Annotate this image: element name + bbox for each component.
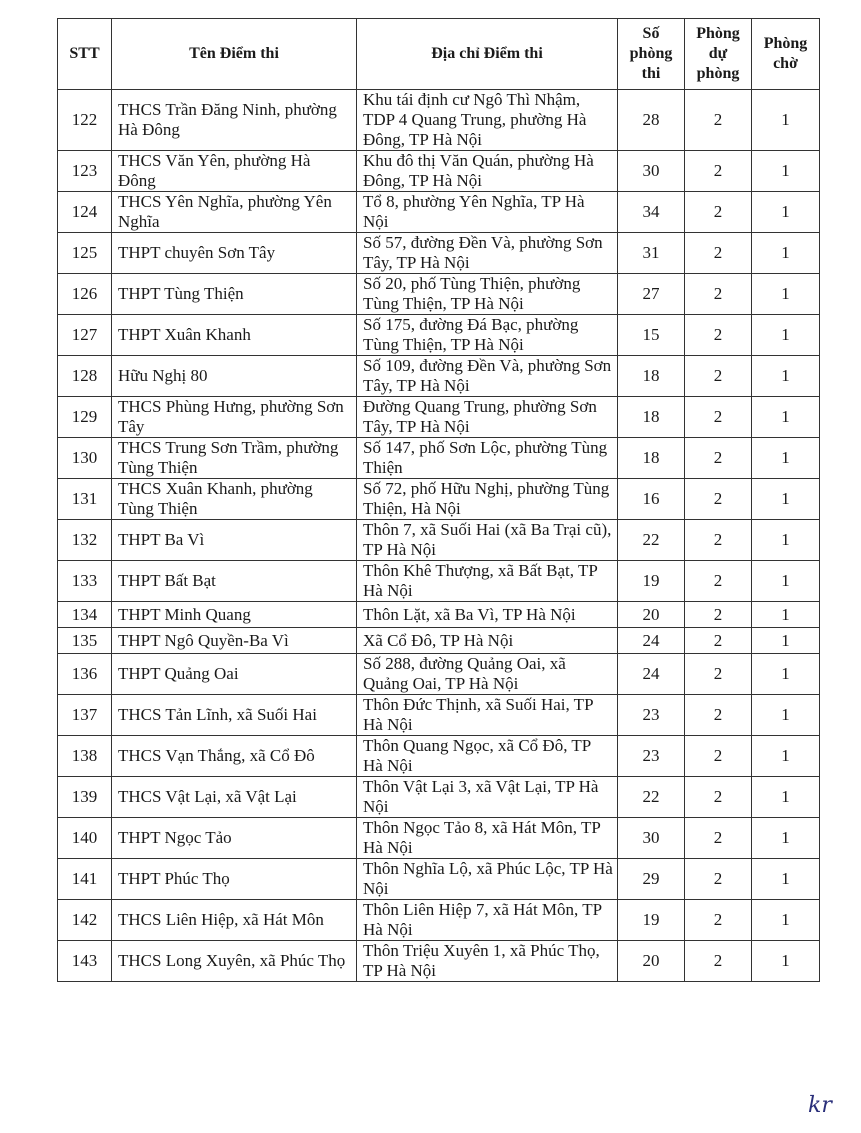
row-waiting-rooms: 1 <box>752 90 820 151</box>
table-row <box>58 151 820 192</box>
row-site-address: Khu đô thị Văn Quán, phường Hà Đông, TP Hà Nội <box>357 151 618 192</box>
row-site-address: Số 57, đường Đền Và, phường Sơn Tây, TP Hà Nội <box>357 233 618 274</box>
row-site-address: Thôn Liên Hiệp 7, xã Hát Môn, TP Hà Nội <box>357 900 618 941</box>
row-backup-rooms: 2 <box>685 900 752 941</box>
row-waiting-rooms: 1 <box>752 192 820 233</box>
table-row <box>58 900 820 941</box>
handwritten-initials: kr <box>808 1093 832 1118</box>
table-header-row <box>58 19 820 90</box>
row-site-address: Số 109, đường Đền Và, phường Sơn Tây, TP Hà Nội <box>357 356 618 397</box>
table-row <box>58 520 820 561</box>
row-stt: 135 <box>58 628 112 654</box>
header-stt: STT <box>58 19 112 90</box>
row-site-address: Số 20, phố Tùng Thiện, phường Tùng Thiện, TP Hà Nội <box>357 274 618 315</box>
row-site-address: Thôn Ngọc Tảo 8, xã Hát Môn, TP Hà Nội <box>357 818 618 859</box>
row-site-address: Xã Cổ Đô, TP Hà Nội <box>357 628 618 654</box>
table-row <box>58 602 820 628</box>
row-backup-rooms: 2 <box>685 397 752 438</box>
row-backup-rooms: 2 <box>685 602 752 628</box>
table-row <box>58 192 820 233</box>
row-stt: 130 <box>58 438 112 479</box>
row-site-name: THPT chuyên Sơn Tây <box>112 233 357 274</box>
row-room-count: 19 <box>618 561 685 602</box>
row-site-name: THPT Quảng Oai <box>112 654 357 695</box>
row-stt: 132 <box>58 520 112 561</box>
row-stt: 125 <box>58 233 112 274</box>
row-site-name: THCS Liên Hiệp, xã Hát Môn <box>112 900 357 941</box>
row-waiting-rooms: 1 <box>752 736 820 777</box>
table-row <box>58 777 820 818</box>
row-stt: 123 <box>58 151 112 192</box>
row-site-address: Số 72, phố Hữu Nghị, phường Tùng Thiện, Hà Nội <box>357 479 618 520</box>
row-site-address: Tổ 8, phường Yên Nghĩa, TP Hà Nội <box>357 192 618 233</box>
table-row <box>58 90 820 151</box>
row-waiting-rooms: 1 <box>752 438 820 479</box>
table-row <box>58 315 820 356</box>
table-row <box>58 479 820 520</box>
row-room-count: 16 <box>618 479 685 520</box>
row-site-address: Khu tái định cư Ngô Thì Nhậm, TDP 4 Quang Trung, phường Hà Đông, TP Hà Nội <box>357 90 618 151</box>
row-stt: 124 <box>58 192 112 233</box>
row-room-count: 22 <box>618 520 685 561</box>
row-waiting-rooms: 1 <box>752 628 820 654</box>
row-stt: 136 <box>58 654 112 695</box>
row-site-name: THCS Phùng Hưng, phường Sơn Tây <box>112 397 357 438</box>
row-backup-rooms: 2 <box>685 315 752 356</box>
row-site-name: THCS Trung Sơn Trầm, phường Tùng Thiện <box>112 438 357 479</box>
row-backup-rooms: 2 <box>685 438 752 479</box>
table-row <box>58 736 820 777</box>
row-backup-rooms: 2 <box>685 192 752 233</box>
header-site-name: Tên Điểm thi <box>112 19 357 90</box>
row-waiting-rooms: 1 <box>752 520 820 561</box>
row-waiting-rooms: 1 <box>752 900 820 941</box>
row-site-address: Thôn Lặt, xã Ba Vì, TP Hà Nội <box>357 602 618 628</box>
table-row <box>58 628 820 654</box>
row-backup-rooms: 2 <box>685 274 752 315</box>
row-site-address: Thôn Nghĩa Lộ, xã Phúc Lộc, TP Hà Nội <box>357 859 618 900</box>
row-site-name: THCS Long Xuyên, xã Phúc Thọ <box>112 941 357 982</box>
header-backup-rooms: Phòng dự phòng <box>685 19 752 90</box>
row-site-name: THCS Xuân Khanh, phường Tùng Thiện <box>112 479 357 520</box>
row-site-address: Thôn Khê Thượng, xã Bất Bạt, TP Hà Nội <box>357 561 618 602</box>
row-backup-rooms: 2 <box>685 356 752 397</box>
row-site-address: Thôn Vật Lại 3, xã Vật Lại, TP Hà Nội <box>357 777 618 818</box>
row-stt: 138 <box>58 736 112 777</box>
row-site-name: THPT Tùng Thiện <box>112 274 357 315</box>
table-row <box>58 941 820 982</box>
row-site-address: Thôn 7, xã Suối Hai (xã Ba Trại cũ), TP Hà Nội <box>357 520 618 561</box>
row-site-address: Số 288, đường Quảng Oai, xã Quảng Oai, TP Hà Nội <box>357 654 618 695</box>
row-backup-rooms: 2 <box>685 561 752 602</box>
table-row <box>58 859 820 900</box>
row-site-address: Số 175, đường Đá Bạc, phường Tùng Thiện, TP Hà Nội <box>357 315 618 356</box>
row-room-count: 18 <box>618 356 685 397</box>
row-waiting-rooms: 1 <box>752 233 820 274</box>
row-stt: 143 <box>58 941 112 982</box>
row-site-name: THPT Ngọc Tảo <box>112 818 357 859</box>
table-row <box>58 397 820 438</box>
row-site-name: THCS Yên Nghĩa, phường Yên Nghĩa <box>112 192 357 233</box>
row-backup-rooms: 2 <box>685 520 752 561</box>
row-site-name: THCS Vật Lại, xã Vật Lại <box>112 777 357 818</box>
row-backup-rooms: 2 <box>685 479 752 520</box>
row-site-name: THCS Trần Đăng Ninh, phường Hà Đông <box>112 90 357 151</box>
row-room-count: 31 <box>618 233 685 274</box>
row-waiting-rooms: 1 <box>752 818 820 859</box>
row-room-count: 23 <box>618 695 685 736</box>
row-stt: 128 <box>58 356 112 397</box>
row-site-address: Thôn Quang Ngọc, xã Cổ Đô, TP Hà Nội <box>357 736 618 777</box>
row-stt: 131 <box>58 479 112 520</box>
row-backup-rooms: 2 <box>685 151 752 192</box>
table-row <box>58 561 820 602</box>
header-site-address: Địa chỉ Điểm thi <box>357 19 618 90</box>
row-room-count: 30 <box>618 818 685 859</box>
row-site-name: THPT Ngô Quyền-Ba Vì <box>112 628 357 654</box>
row-stt: 133 <box>58 561 112 602</box>
row-waiting-rooms: 1 <box>752 561 820 602</box>
table-row <box>58 438 820 479</box>
row-site-name: THPT Minh Quang <box>112 602 357 628</box>
row-site-name: THPT Xuân Khanh <box>112 315 357 356</box>
row-site-name: THCS Văn Yên, phường Hà Đông <box>112 151 357 192</box>
row-site-name: THPT Phúc Thọ <box>112 859 357 900</box>
row-stt: 142 <box>58 900 112 941</box>
row-stt: 127 <box>58 315 112 356</box>
row-stt: 137 <box>58 695 112 736</box>
row-site-name: THCS Tản Lĩnh, xã Suối Hai <box>112 695 357 736</box>
row-waiting-rooms: 1 <box>752 356 820 397</box>
table-row <box>58 356 820 397</box>
row-room-count: 18 <box>618 397 685 438</box>
row-backup-rooms: 2 <box>685 233 752 274</box>
row-room-count: 20 <box>618 941 685 982</box>
row-room-count: 23 <box>618 736 685 777</box>
row-backup-rooms: 2 <box>685 628 752 654</box>
row-backup-rooms: 2 <box>685 654 752 695</box>
row-stt: 122 <box>58 90 112 151</box>
row-room-count: 15 <box>618 315 685 356</box>
row-room-count: 28 <box>618 90 685 151</box>
row-site-name: Hữu Nghị 80 <box>112 356 357 397</box>
row-site-address: Đường Quang Trung, phường Sơn Tây, TP Hà Nội <box>357 397 618 438</box>
row-backup-rooms: 2 <box>685 777 752 818</box>
row-stt: 126 <box>58 274 112 315</box>
row-backup-rooms: 2 <box>685 695 752 736</box>
row-stt: 129 <box>58 397 112 438</box>
row-room-count: 34 <box>618 192 685 233</box>
row-room-count: 22 <box>618 777 685 818</box>
row-waiting-rooms: 1 <box>752 151 820 192</box>
row-stt: 141 <box>58 859 112 900</box>
table-row <box>58 695 820 736</box>
row-room-count: 24 <box>618 628 685 654</box>
row-room-count: 24 <box>618 654 685 695</box>
row-waiting-rooms: 1 <box>752 695 820 736</box>
row-waiting-rooms: 1 <box>752 941 820 982</box>
row-backup-rooms: 2 <box>685 90 752 151</box>
row-room-count: 20 <box>618 602 685 628</box>
row-waiting-rooms: 1 <box>752 602 820 628</box>
header-waiting-rooms: Phòng chờ <box>752 19 820 90</box>
header-room-count: Số phòng thi <box>618 19 685 90</box>
row-backup-rooms: 2 <box>685 859 752 900</box>
row-waiting-rooms: 1 <box>752 654 820 695</box>
row-waiting-rooms: 1 <box>752 274 820 315</box>
row-waiting-rooms: 1 <box>752 859 820 900</box>
row-room-count: 30 <box>618 151 685 192</box>
row-backup-rooms: 2 <box>685 941 752 982</box>
row-stt: 134 <box>58 602 112 628</box>
row-room-count: 29 <box>618 859 685 900</box>
row-waiting-rooms: 1 <box>752 777 820 818</box>
table-row <box>58 274 820 315</box>
row-waiting-rooms: 1 <box>752 479 820 520</box>
row-site-name: THPT Bất Bạt <box>112 561 357 602</box>
row-waiting-rooms: 1 <box>752 315 820 356</box>
table-body <box>58 90 820 982</box>
row-stt: 140 <box>58 818 112 859</box>
exam-sites-table <box>57 18 820 982</box>
row-room-count: 19 <box>618 900 685 941</box>
table-row <box>58 654 820 695</box>
row-backup-rooms: 2 <box>685 818 752 859</box>
table-row <box>58 818 820 859</box>
row-site-address: Thôn Triệu Xuyên 1, xã Phúc Thọ, TP Hà Nội <box>357 941 618 982</box>
row-site-name: THCS Vạn Thắng, xã Cổ Đô <box>112 736 357 777</box>
row-site-address: Thôn Đức Thịnh, xã Suối Hai, TP Hà Nội <box>357 695 618 736</box>
row-waiting-rooms: 1 <box>752 397 820 438</box>
row-stt: 139 <box>58 777 112 818</box>
row-room-count: 18 <box>618 438 685 479</box>
row-site-name: THPT Ba Vì <box>112 520 357 561</box>
row-site-address: Số 147, phố Sơn Lộc, phường Tùng Thiện <box>357 438 618 479</box>
row-room-count: 27 <box>618 274 685 315</box>
row-backup-rooms: 2 <box>685 736 752 777</box>
table-row <box>58 233 820 274</box>
